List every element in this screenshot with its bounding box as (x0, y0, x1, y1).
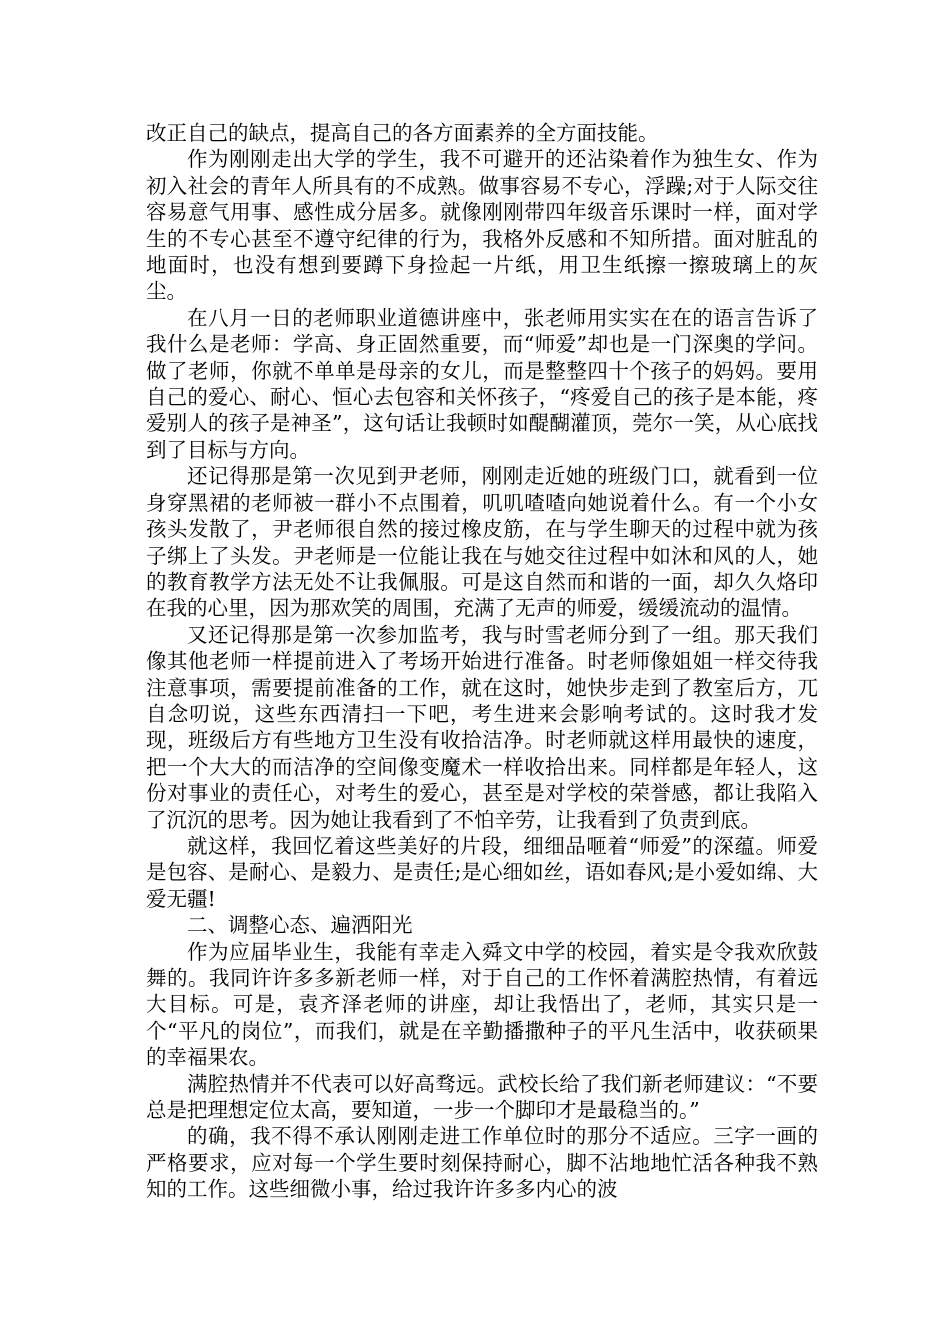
paragraph: 作为刚刚走出大学的学生，我不可避开的还沾染着作为独生女、作为初入社会的青年人所具有的不成熟。做事容易不专心，浮躁;对于人际交往容易意气用事、感性成分居多。就像刚刚带四年级音乐课时一样，面对学生的不专心甚至不遵守纪律的行为，我格外反感和不知所措。面对脏乱的地面时，也没有想到要蹲下身捡起一片纸，用卫生纸擦一擦玻璃上的灰尘。 (146, 147, 818, 304)
paragraph: 就这样，我回忆着这些美好的片段，细细品咂着“师爱”的深蕴。师爱是包容、是耐心、是毅力、是责任;是心细如丝，语如春风;是小爱如绵、大爱无疆! (146, 833, 818, 911)
document-body (146, 120, 818, 1203)
paragraph: 改正自己的缺点，提高自己的各方面素养的全方面技能。 (146, 121, 659, 145)
paragraph: 作为应届毕业生，我能有幸走入舜文中学的校园，着实是令我欢欣鼓舞的。我同许许多多新老师一样，对于自己的工作怀着满腔热情，有着远大目标。可是，袁齐泽老师的讲座，却让我悟出了，老师，其实只是一个“平凡的岗位”，而我们，就是在辛勤播撒种子的平凡生活中，收获硕果的幸福果农。 (146, 939, 818, 1070)
paragraph: 还记得那是第一次见到尹老师，刚刚走近她的班级门口，就看到一位身穿黑裙的老师被一群小不点围着，叽叽喳喳向她说着什么。有一个小女孩头发散了，尹老师很自然的接过橡皮筋，在与学生聊天的过程中就为孩子绑上了头发。尹老师是一位能让我在与她交往过程中如沐和风的人，她的教育教学方法无处不让我佩服。可是这自然而和谐的一面，却久久烙印在我的心里，因为那欢笑的周围，充满了无声的师爱，缓缓流动的温情。 (146, 464, 818, 621)
paragraph: 又还记得那是第一次参加监考，我与时雪老师分到了一组。那天我们像其他老师一样提前进入了考场开始进行准备。时老师像姐姐一样交待我注意事项，需要提前准备的工作，就在这时，她快步走到了教室后方，兀自念叨说，这些东西清扫一下吧，考生进来会影响考试的。这时我才发现，班级后方有些地方卫生没有收拾洁净。时老师就这样用最快的速度，把一个大大的而洁净的空间像变魔术一样收拾出来。同样都是年轻人，这份对事业的责任心，对考生的爱心，甚至是对学校的荣誉感，都让我陷入了沉沉的思考。因为她让我看到了不怕辛劳，让我看到了负责到底。 (146, 622, 818, 832)
paragraph: 满腔热情并不代表可以好高骛远。武校长给了我们新老师建议：“不要总是把理想定位太高，要知道，一步一个脚印才是最稳当的。” (146, 1071, 818, 1123)
section-heading: 二、调整心态、遍洒阳光 (187, 913, 413, 938)
paragraph: 的确，我不得不承认刚刚走进工作单位时的那分不适应。三字一画的严格要求，应对每一个学生要时刻保持耐心，脚不沾地地忙活各种我不熟知的工作。这些细微小事，给过我许许多多内心的波 (146, 1124, 818, 1202)
paragraph: 在八月一日的老师职业道德讲座中，张老师用实实在在的语言告诉了我什么是老师：学高、身正固然重要，而“师爱”却也是一门深奥的学问。做了老师，你就不单单是母亲的女儿，而是整整四十个孩子的妈妈。要用自己的爱心、耐心、恒心去包容和关怀孩子，“疼爱自己的孩子是本能，疼爱别人的孩子是神圣”，这句话让我顿时如醍醐灌顶，莞尔一笑，从心底找到了目标与方向。 (146, 305, 818, 462)
